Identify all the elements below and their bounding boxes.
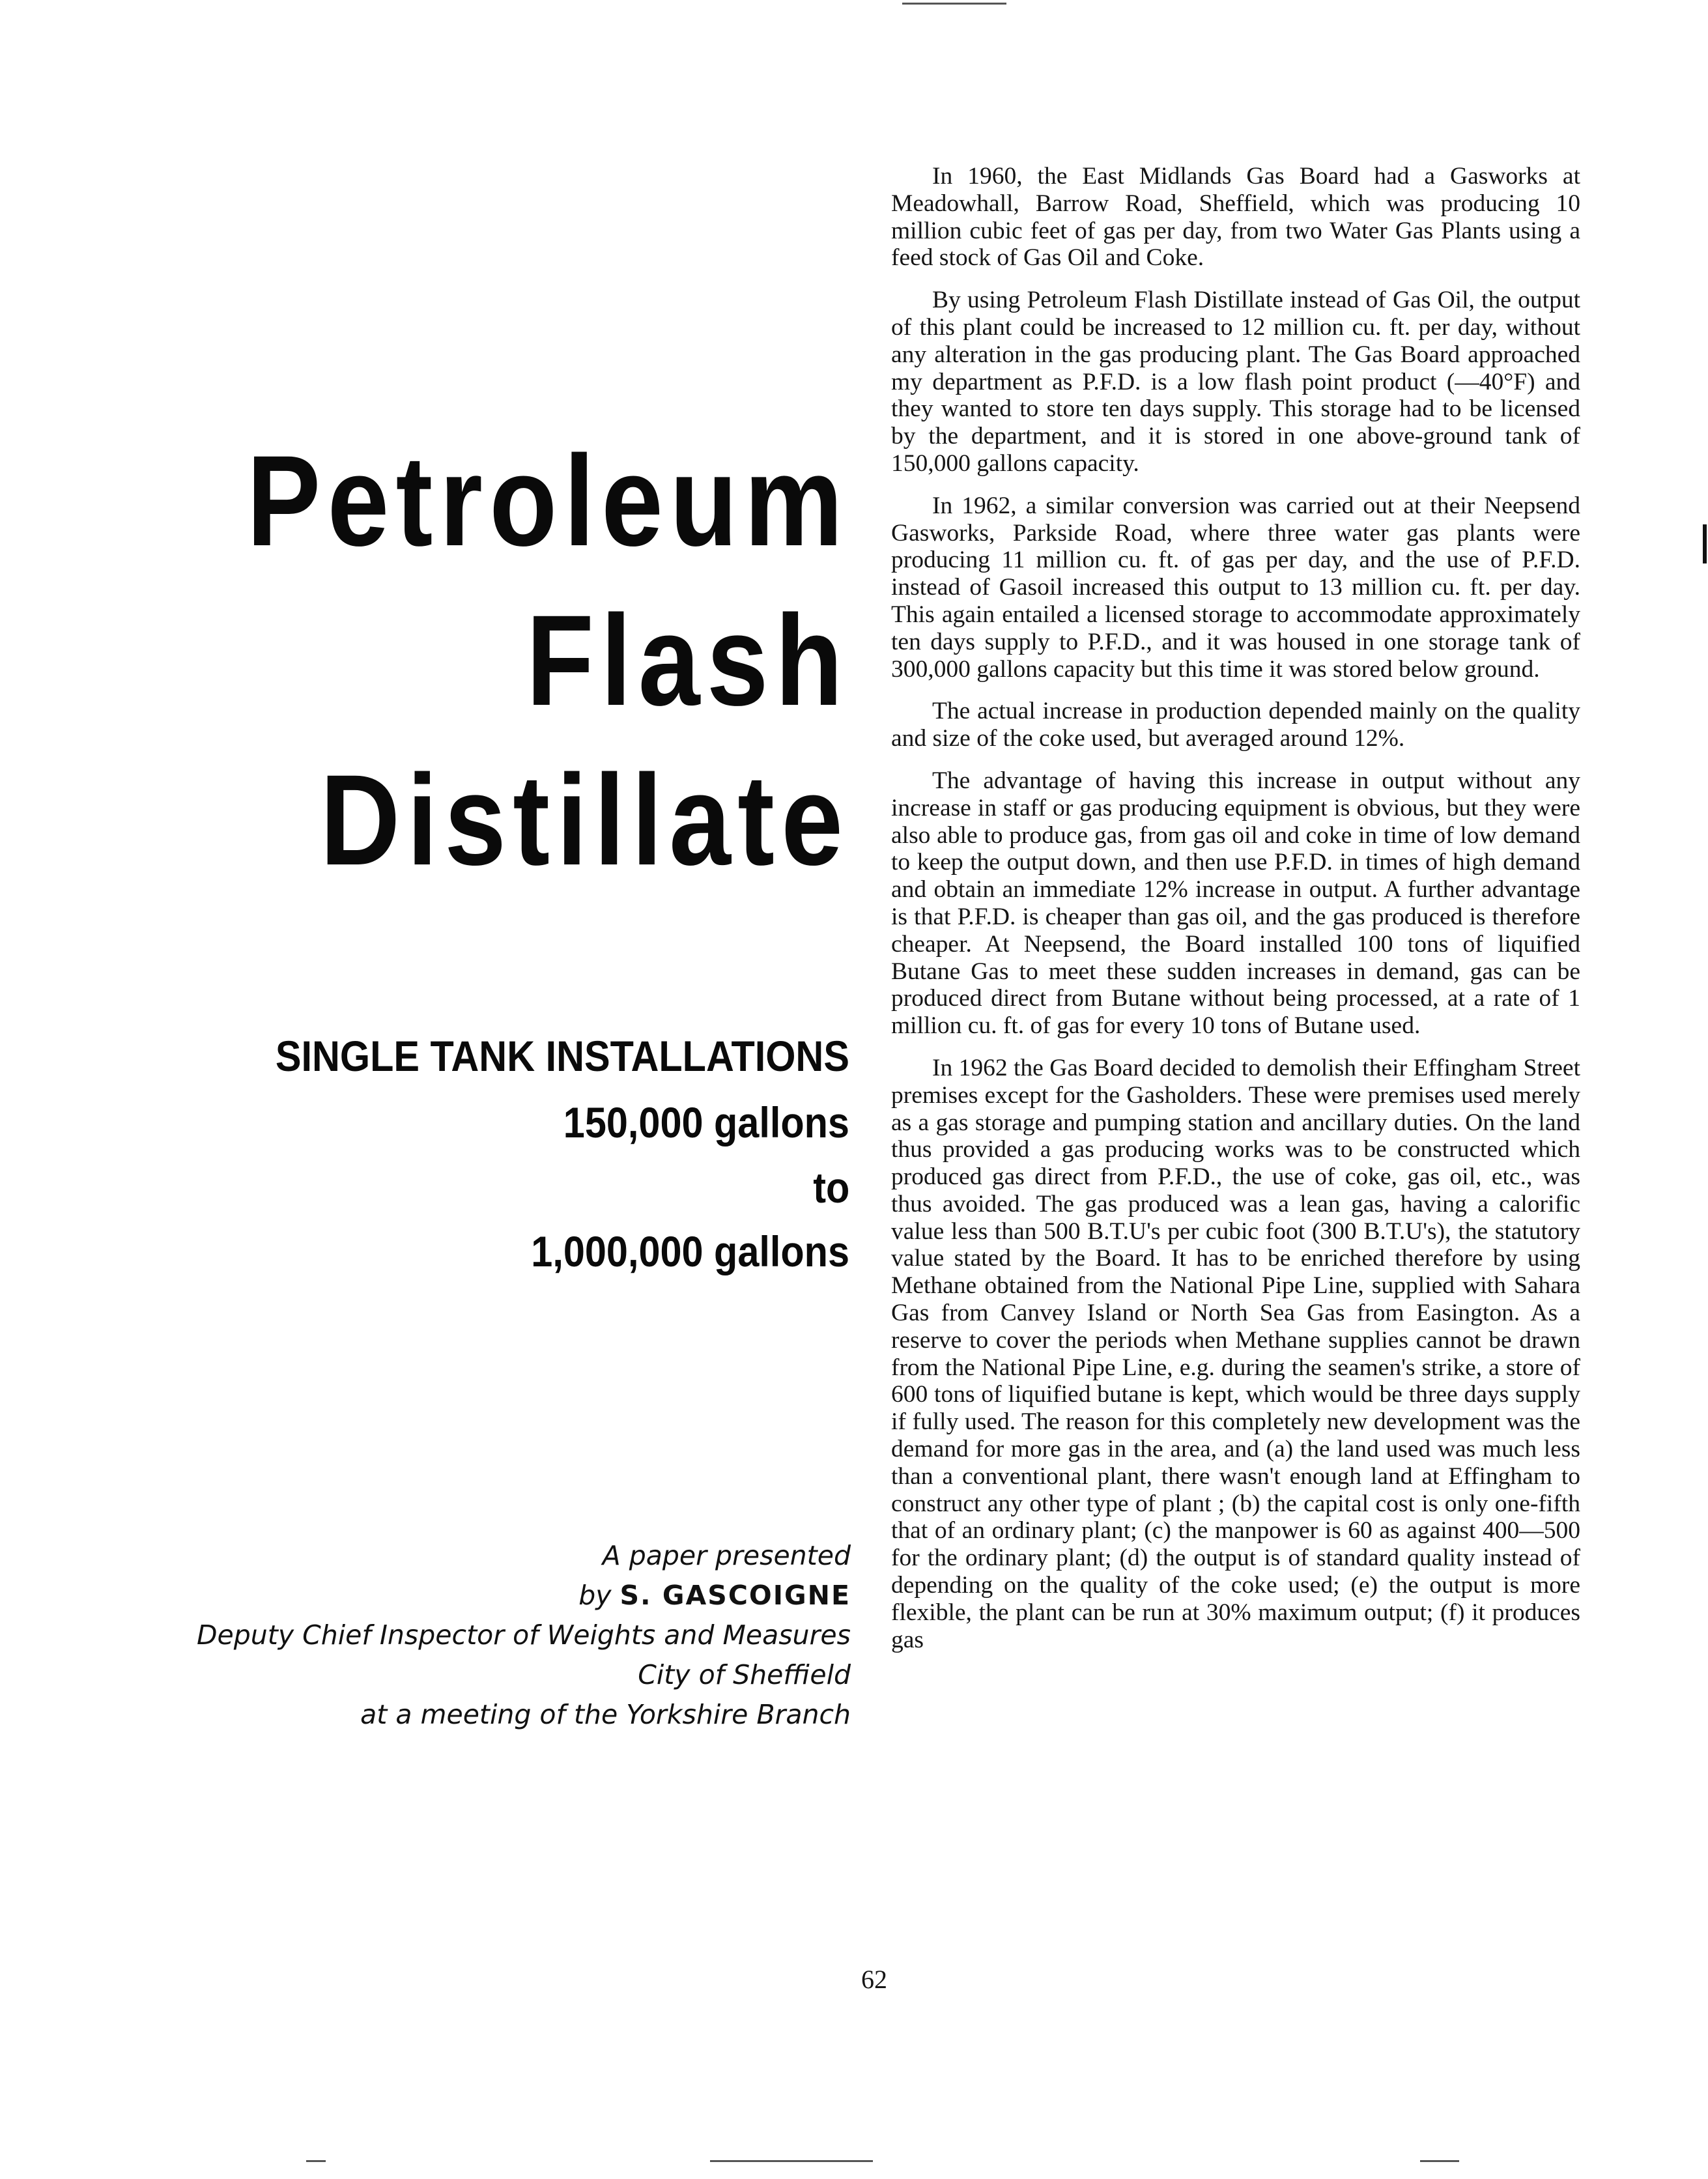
byline-by: by <box>578 1580 612 1611</box>
paragraph: The actual increase in production depended mainly on the quality and size of the coke used, but averaged around 12%. <box>891 698 1580 752</box>
byline-position: Deputy Chief Inspector of Weights and Measures <box>196 1619 851 1651</box>
paragraph: In 1960, the East Midlands Gas Board had a Gasworks at Meadowhall, Barrow Road, Sheffield, which was producing 10 million cubic feet of gas per day, from two Water Gas Plants using a feed stock of Gas Oil and Coke. <box>891 163 1580 272</box>
scan-mark-top <box>902 3 1006 5</box>
page-number: 62 <box>861 1965 887 1994</box>
scan-mark-bottom-right <box>1420 2160 1459 2162</box>
article-title-line-3: Distillate <box>320 748 849 892</box>
byline-meeting: at a meeting of the Yorkshire Branch <box>360 1699 851 1730</box>
subtitle-gallons-from: 150,000 gallons <box>563 1098 849 1146</box>
scan-mark-bottom-left <box>306 2160 326 2162</box>
subtitle-installations: SINGLE TANK INSTALLATIONS <box>275 1032 849 1080</box>
byline-presented: A paper presented <box>602 1540 851 1571</box>
byline <box>69 1536 851 1735</box>
paragraph: The advantage of having this increase in output without any increase in staff or gas producing equipment is obvious, but they were also able to produce gas, from gas oil and coke in time of low demand to keep the output down, and then use P.F.D. in times of high demand and obtain an immediate 12% increase in output. A further advantage is that P.F.D. is cheaper than gas oil, and the gas produced is therefore cheaper. At Neepsend, the Board installed 100 tons of liquified Butane Gas to meet these sudden increases in demand, gas can be produced direct from Butane without being processed, at a rate of 1 million cu. ft. of gas for every 10 tons of Butane used. <box>891 767 1580 1040</box>
scan-mark-bottom-center <box>710 2160 873 2162</box>
article-title-line-1: Petroleum <box>246 429 849 573</box>
body-text-column <box>891 163 1580 1668</box>
paragraph: In 1962 the Gas Board decided to demolish their Effingham Street premises except for the Gasholders. These were premises used merely as a gas storage and pumping station and ancillary duties. On the land thus provided a gas producing works was to be constructed which produced gas direct from P.F.D., the use of coke, gas oil, etc., was thus avoided. The gas produced was a lean gas, having a calorific value less than 500 B.T.U's per cubic foot (300 B.T.U's), the statutory value stated by the Board. It has to be enriched therefore by using Methane obtained from the National Pipe Line, supplied with Sahara Gas from Canvey Island or North Sea Gas from Easington. As a reserve to cover the periods when Methane supplies cannot be drawn from the National Pipe Line, e.g. during the seamen's strike, a store of 600 tons of liquified butane is kept, which would be three days supply if fully used. The reason for this completely new development was the demand for more gas in the area, and (a) the land used was much less than a conventional plant, there wasn't enough land at Effingham to construct any other type of plant ; (b) the capital cost is only one-fifth that of an ordinary plant; (c) the manpower is 60 as against 400—500 for the ordinary plant; (d) the output is of standard quality instead of depending on the quality of the coke used; (e) the output is more flexible, the plant can be run at 30% maximum output; (f) it produces gas <box>891 1054 1580 1653</box>
subtitle-to: to <box>812 1163 849 1212</box>
scan-edge-mark <box>1703 524 1707 563</box>
paragraph: By using Petroleum Flash Distillate instead of Gas Oil, the output of this plant could be increased to 12 million cu. ft. per day, without any alteration in the gas producing plant. The Gas Board approached my department as P.F.D. is a low flash point product (—40°F) and they wanted to store ten days supply. This storage had to be licensed by the department, and it is stored in one above-ground tank of 150,000 gallons capacity. <box>891 287 1580 477</box>
article-title-line-2: Flash <box>526 588 849 732</box>
byline-author-line <box>69 1576 851 1616</box>
byline-city: City of Sheffield <box>638 1659 851 1690</box>
paragraph: In 1962, a similar conversion was carried out at their Neepsend Gasworks, Parkside Road, where three water gas plants were producing 11 million cu. ft. of gas per day, and the use of P.F.D. instead of Gasoil increased this output to 13 million cu. ft. per day. This again entailed a licensed storage to accommodate approximately ten days supply to P.F.D., and it was housed in one storage tank of 300,000 gallons capacity but this time it was stored below ground. <box>891 492 1580 683</box>
author-name: S. GASCOIGNE <box>619 1580 851 1611</box>
subtitle-gallons-to: 1,000,000 gallons <box>531 1227 849 1275</box>
